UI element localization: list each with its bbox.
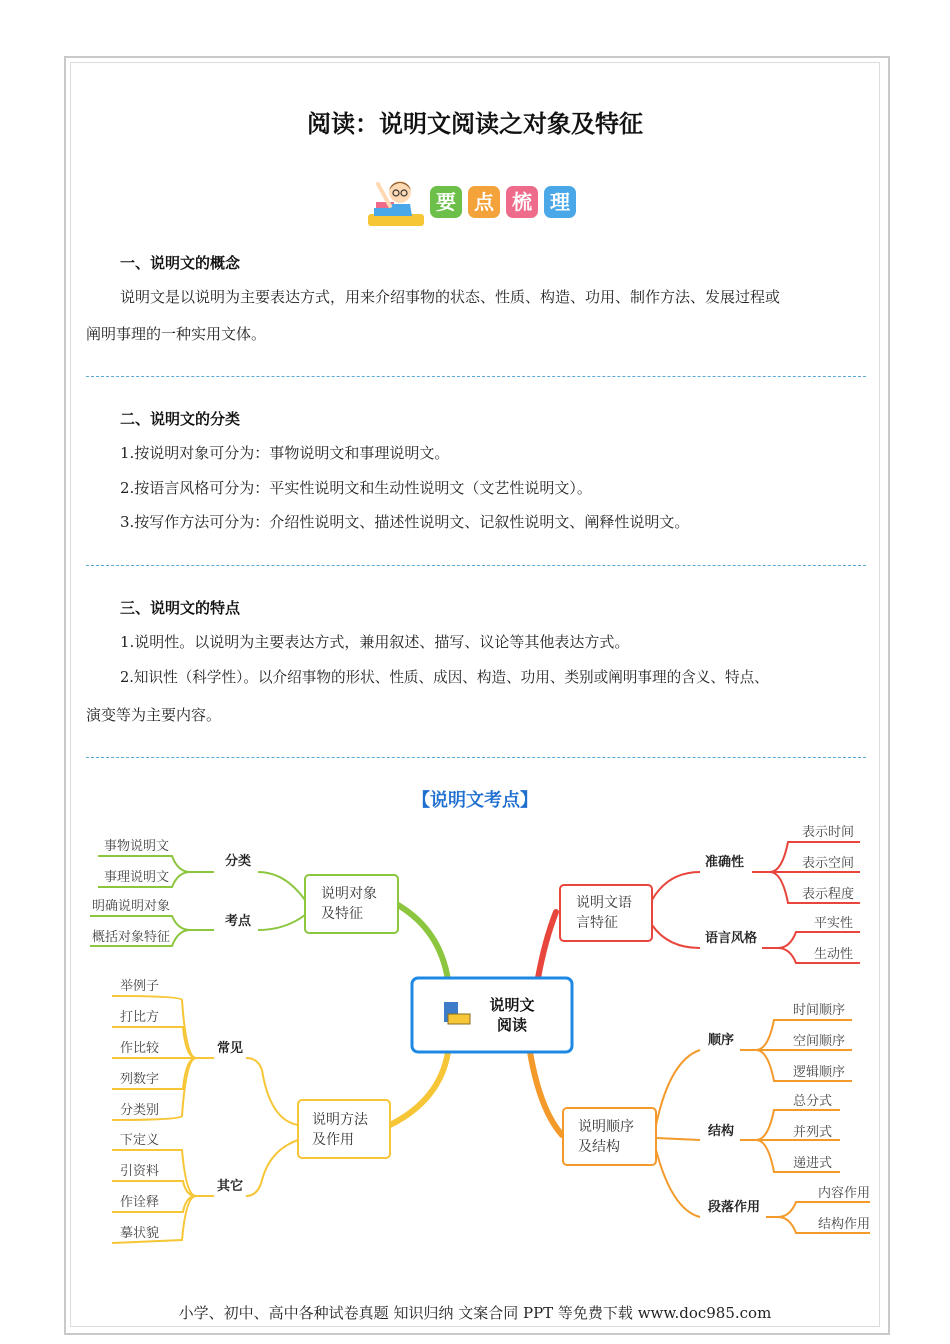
badge-shu: 梳 <box>506 186 538 218</box>
badge-yao: 要 <box>430 186 462 218</box>
section3-item2-line1: 2.知识性（科学性）。以介绍事物的形状、性质、成因、构造、功用、类别或阐明事理的含义、特点、 <box>120 669 769 686</box>
node-object <box>305 875 398 933</box>
connector-method <box>390 1052 448 1125</box>
connector-object <box>398 905 448 980</box>
leaf-label: 举例子 <box>120 979 160 994</box>
sub-label: 段落作用 <box>708 1200 761 1215</box>
leaf-label: 内容作用 <box>818 1186 871 1201</box>
leaf-label: 递进式 <box>793 1156 833 1171</box>
sub-label: 顺序 <box>708 1033 735 1048</box>
center-node <box>412 978 572 1052</box>
leaf-label: 时间顺序 <box>793 1003 846 1018</box>
leaf-label: 结构作用 <box>818 1217 871 1232</box>
leaf-label: 事物说明文 <box>104 839 170 854</box>
section2-heading: 二、说明文的分类 <box>120 410 241 428</box>
sub-label: 结构 <box>708 1124 735 1139</box>
node-order-line2: 及结构 <box>578 1139 620 1155</box>
sub-label: 考点 <box>225 914 252 929</box>
section2-item: 2.按语言风格可分为：平实性说明文和生动性说明文（文艺性说明文）。 <box>120 479 592 497</box>
node-language-line1: 说明文语 <box>576 895 632 911</box>
leaf-label: 并列式 <box>793 1125 833 1140</box>
leaf-label: 事理说明文 <box>104 870 170 885</box>
node-object-line1: 说明对象 <box>321 886 377 902</box>
section1-line2: 阐明事理的一种实用文体。 <box>86 325 267 343</box>
section3-item2-line2: 演变等为主要内容。 <box>86 706 222 724</box>
center-label-line2: 阅读 <box>496 1016 528 1034</box>
leaf-label: 下定义 <box>120 1133 160 1148</box>
leaf-label: 表示程度 <box>802 887 855 902</box>
badge-li: 理 <box>544 186 576 218</box>
leaf-label: 引资料 <box>120 1164 160 1179</box>
badge-dian: 点 <box>468 186 500 218</box>
order-branch-lines <box>656 1020 870 1233</box>
section2-item: 3.按写作方法可分为：介绍性说明文、描述性说明文、记叙性说明文、阐释性说明文。 <box>120 513 690 531</box>
node-method-line1: 说明方法 <box>312 1112 368 1128</box>
node-order-line1: 说明顺序 <box>578 1119 634 1135</box>
node-language-line2: 言特征 <box>576 915 618 931</box>
leaf-label: 作比较 <box>120 1041 160 1056</box>
section3-item1: 1.说明性。以说明为主要表达方式，兼用叙述、描写、议论等其他表达方式。 <box>120 633 630 651</box>
leaf-label: 空间顺序 <box>793 1034 846 1049</box>
node-method <box>298 1100 390 1158</box>
leaf-label: 明确说明对象 <box>92 899 171 914</box>
leaf-label: 表示时间 <box>802 825 855 840</box>
leaf-label: 逻辑顺序 <box>793 1065 846 1080</box>
center-label-line1: 说明文 <box>489 996 535 1014</box>
leaf-label: 生动性 <box>814 947 854 962</box>
leaf-label: 平实性 <box>814 916 854 931</box>
sub-label: 分类 <box>225 854 252 869</box>
footer-text: 小学、初中、高中各种试卷真题 知识归纳 文案合同 PPT 等免费下载 www.doc985.com <box>178 1304 772 1322</box>
leaf-label: 分类别 <box>120 1103 160 1118</box>
section1-line1: 说明文是以说明为主要表达方式，用来介绍事物的状态、性质、构造、功用、制作方法、发展过程或 <box>120 288 781 306</box>
leaf-label: 总分式 <box>793 1094 833 1109</box>
sub-label: 准确性 <box>705 855 745 870</box>
section2-item: 1.按说明对象可分为：事物说明文和事理说明文。 <box>120 444 450 462</box>
node-order <box>563 1108 656 1165</box>
leaf-label: 概括对象特征 <box>92 930 171 945</box>
node-method-line2: 及作用 <box>312 1132 354 1148</box>
leaf-label: 列数字 <box>120 1072 160 1087</box>
connector-language <box>538 912 556 978</box>
node-object-line2: 及特征 <box>321 906 363 922</box>
leaf-label: 打比方 <box>120 1010 160 1025</box>
sub-label: 语言风格 <box>705 931 758 946</box>
section1-heading: 一、说明文的概念 <box>120 254 241 272</box>
sub-label: 其它 <box>217 1179 244 1194</box>
sub-label: 常见 <box>217 1041 244 1056</box>
leaf-label: 表示空间 <box>802 856 855 871</box>
page-title: 阅读：说明文阅读之对象及特征 <box>307 110 643 138</box>
node-language <box>560 885 652 941</box>
connector-order <box>530 1052 562 1135</box>
section3-heading: 三、说明文的特点 <box>120 599 241 617</box>
leaf-label: 摹状貌 <box>120 1226 160 1241</box>
leaf-label: 作诠释 <box>120 1195 160 1210</box>
mindmap-title: 【说明文考点】 <box>412 790 538 811</box>
